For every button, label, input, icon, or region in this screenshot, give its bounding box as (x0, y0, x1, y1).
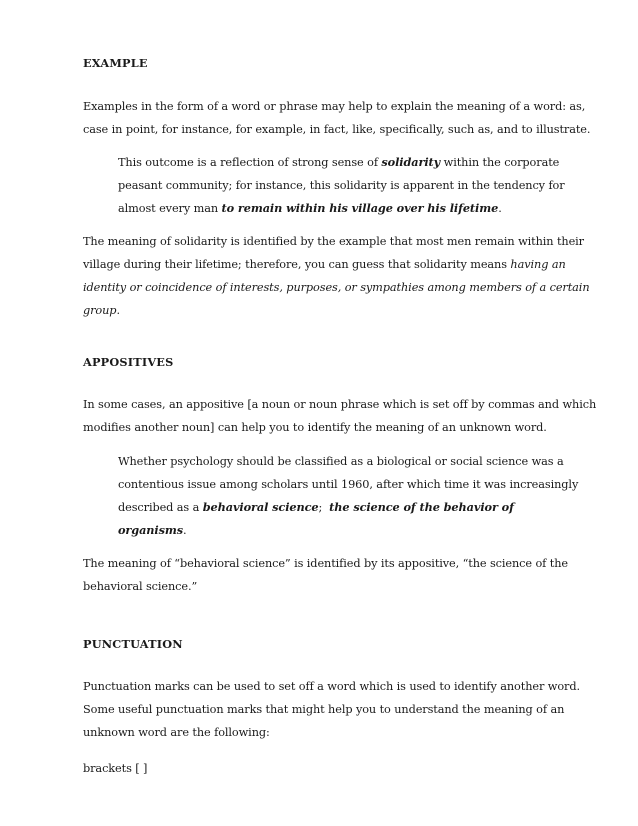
emphasis-appositive: the science of the behavior of (329, 500, 514, 514)
emphasis-behavioral-science: behavioral science (202, 500, 319, 514)
definition-italic: having an (510, 258, 566, 271)
text-line: Punctuation marks can be used to set off a word which is used to identify another word. (83, 680, 580, 693)
text-line: village during their lifetime; therefore, you can guess that solidarity means having an (83, 258, 566, 271)
emphasis-example-phrase: to remain within his village over his lifetime (221, 201, 499, 215)
example-quote (118, 151, 565, 220)
text-line: almost every man to remain within his village over his lifetime. (118, 201, 502, 215)
text-line: peasant community; for instance, this solidarity is apparent in the tendency for (118, 179, 565, 192)
text-line: This outcome is a reflection of strong sense of solidarity within the corporate (118, 155, 560, 169)
text-line: The meaning of solidarity is identified by the example that most men remain within their (83, 235, 584, 248)
punctuation-intro-paragraph (83, 675, 580, 744)
text-line: Examples in the form of a word or phrase may help to explain the meaning of a word: as, (83, 100, 586, 113)
text-line: modifies another noun] can help you to identify the meaning of an unknown word. (83, 421, 547, 434)
text-line: identity or coincidence of interests, purposes, or sympathies among members of a certain (83, 281, 590, 294)
text-line: group. (83, 304, 120, 317)
text-line: behavioral science.” (83, 580, 198, 593)
punctuation-list-item (83, 757, 563, 780)
text-line: Some useful punctuation marks that might help you to understand the meaning of an (83, 703, 565, 716)
text-line: case in point, for instance, for example, in fact, like, specifically, such as, and to illustrate. (83, 123, 591, 136)
text-line: The meaning of “behavioral science” is identified by its appositive, “the science of the (83, 557, 568, 570)
example-intro-paragraph (83, 95, 591, 141)
text-line: In some cases, an appositive [a noun or noun phrase which is set off by commas and which (83, 398, 597, 411)
appositives-intro-paragraph (83, 393, 597, 439)
text-line: contentious issue among scholars until 1960, after which time it was increasingly (118, 478, 579, 491)
heading-example: EXAMPLE (83, 56, 148, 70)
appositives-quote (118, 450, 579, 542)
text-line: Whether psychology should be classified as a biological or social science was a (118, 455, 564, 468)
text-line: described as a behavioral science; the science of the behavior of (118, 500, 514, 514)
appositives-explanation-paragraph (83, 552, 568, 598)
heading-punctuation: PUNCTUATION (83, 637, 183, 651)
text-line: brackets [ ] (83, 762, 148, 775)
emphasis-solidarity: solidarity (381, 155, 441, 169)
heading-appositives: APPOSITIVES (83, 355, 174, 369)
text-line: unknown word are the following: (83, 726, 270, 739)
text-line: organisms. (118, 523, 187, 537)
example-explanation-paragraph (83, 230, 590, 322)
